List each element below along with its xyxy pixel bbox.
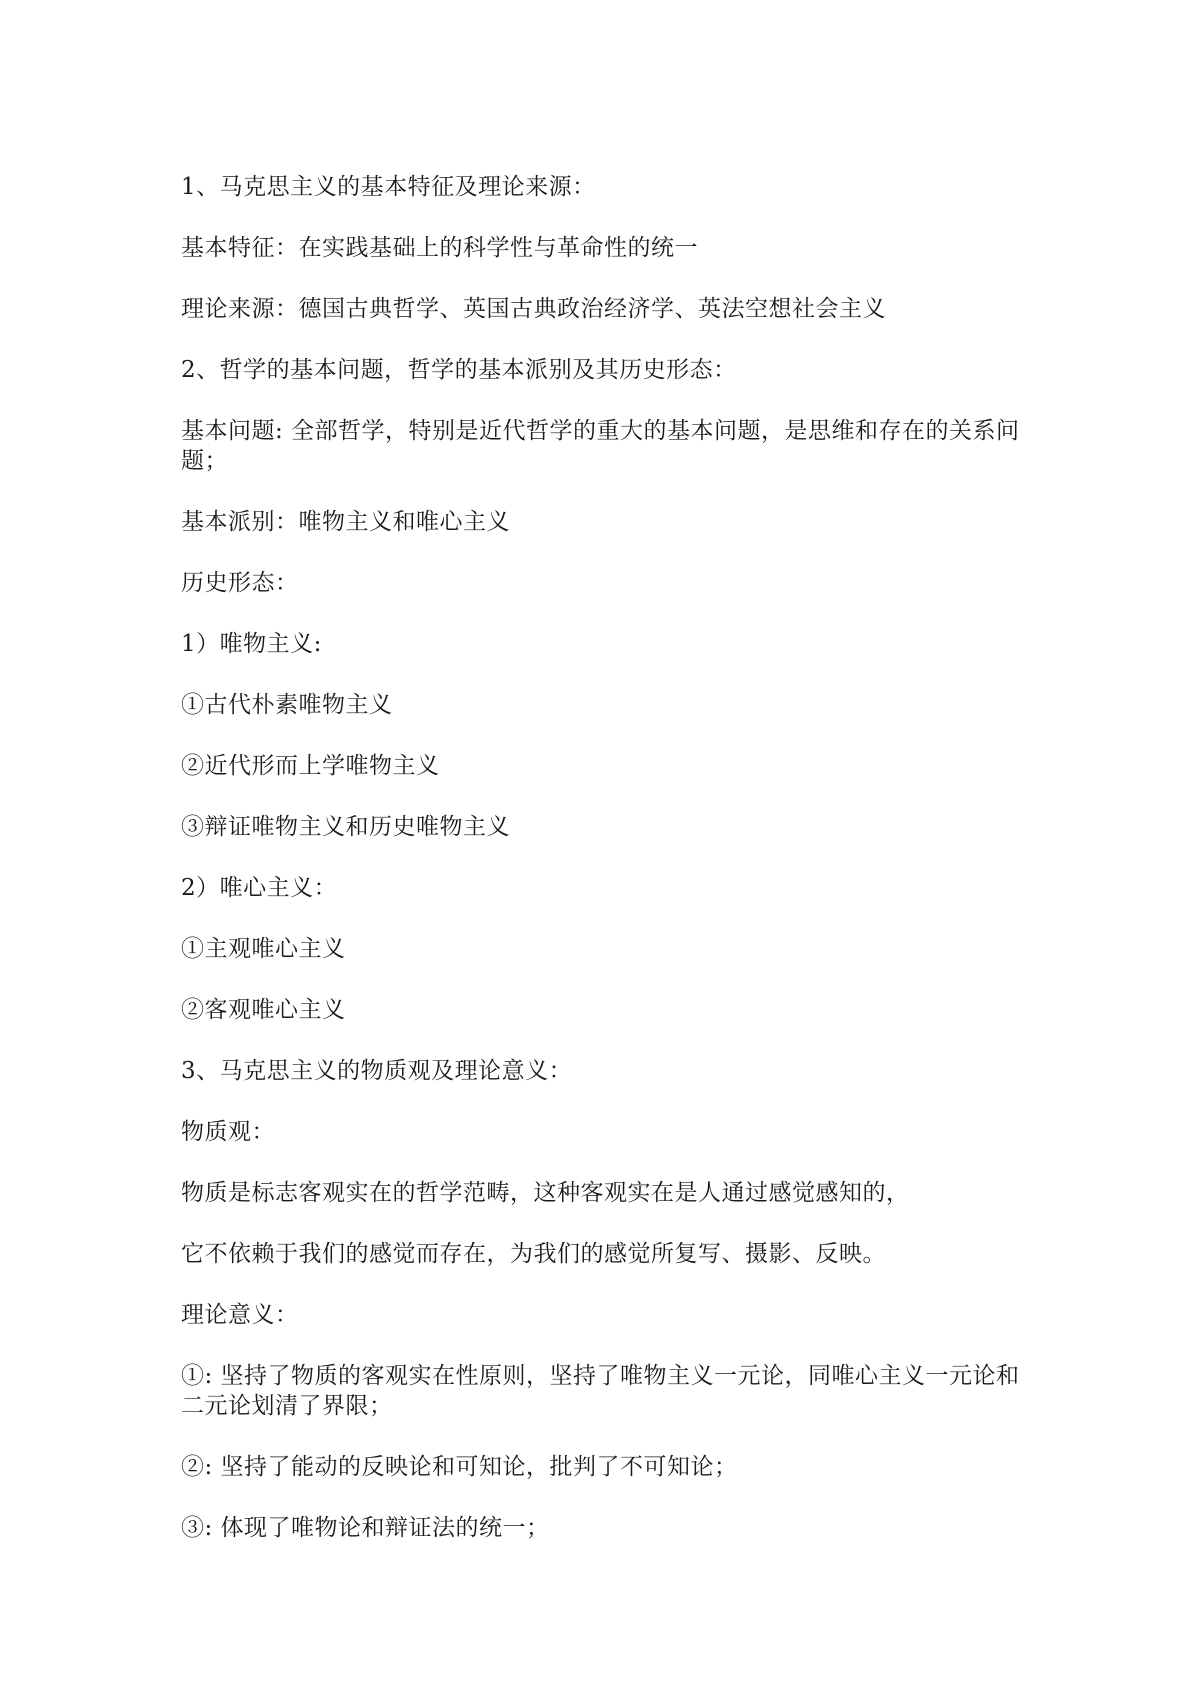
list-item: ③: 体现了唯物论和辩证法的统一； <box>181 1515 550 1541</box>
theoretical-sources: 理论来源：德国古典哲学、英国古典政治经济学、英法空想社会主义 <box>181 296 886 322</box>
list-item: ①: 坚持了物质的客观实在性原则，坚持了唯物主义一元论，同唯心主义一元论和二元论划清了界限； <box>181 1363 1020 1419</box>
document-body <box>181 172 1031 1574</box>
heading-2: 2、哲学的基本问题，哲学的基本派别及其历史形态： <box>181 357 737 383</box>
list-item: ②: 坚持了能动的反映论和可知论，批判了不可知论； <box>181 1454 738 1480</box>
list-item: ②近代形而上学唯物主义 <box>181 753 440 779</box>
theoretical-significance-label: 理论意义： <box>181 1302 299 1328</box>
material-definition-1: 物质是标志客观实在的哲学范畴，这种客观实在是人通过感觉感知的， <box>181 1180 910 1206</box>
list-item: ③辩证唯物主义和历史唯物主义 <box>181 814 510 840</box>
historical-forms-label: 历史形态： <box>181 570 299 596</box>
basic-schools: 基本派别：唯物主义和唯心主义 <box>181 509 510 535</box>
heading-3: 3、马克思主义的物质观及理论意义： <box>181 1058 573 1084</box>
list-item: ①古代朴素唯物主义 <box>181 692 393 718</box>
basic-characteristics: 基本特征：在实践基础上的科学性与革命性的统一 <box>181 235 698 261</box>
list-item: ②客观唯心主义 <box>181 997 346 1023</box>
materialism-label: 1）唯物主义: <box>181 631 322 657</box>
material-view-label: 物质观： <box>181 1119 275 1145</box>
heading-1: 1、马克思主义的基本特征及理论来源： <box>181 174 596 200</box>
material-definition-2: 它不依赖于我们的感觉而存在，为我们的感觉所复写、摄影、反映。 <box>181 1241 886 1267</box>
idealism-label: 2）唯心主义： <box>181 875 338 901</box>
basic-question: 基本问题: 全部哲学，特别是近代哲学的重大的基本问题，是思维和存在的关系问题； <box>181 418 1020 474</box>
list-item: ①主观唯心主义 <box>181 936 346 962</box>
